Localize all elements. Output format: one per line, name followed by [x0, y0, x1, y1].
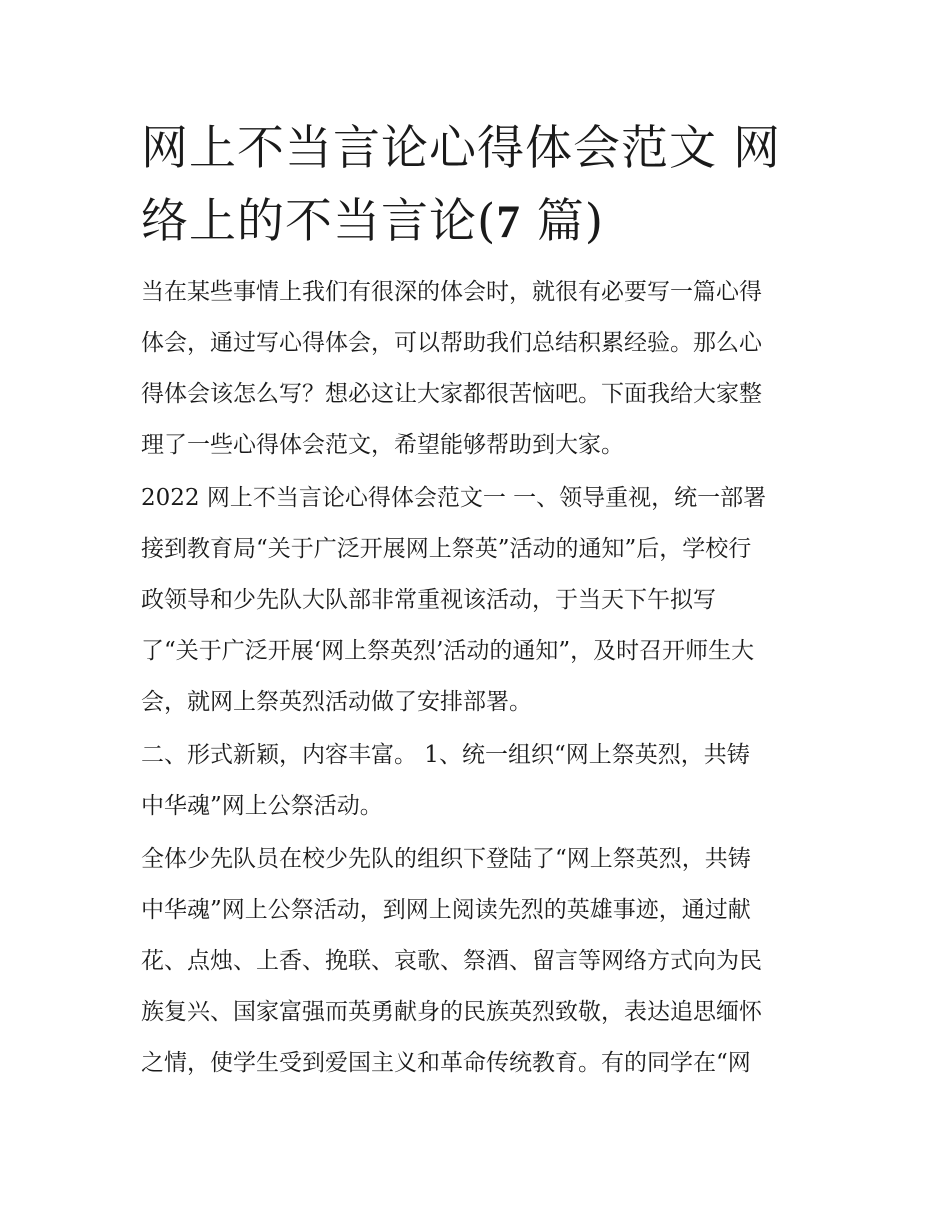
title-article-count: 7: [496, 196, 521, 248]
paragraph-line: 二、形式新颖，内容丰富。 1、统一组织“网上祭英烈，共铸: [141, 742, 750, 768]
paragraph-activity: [141, 834, 821, 1089]
paragraph-line: 接到教育局“关于广泛开展网上祭英”活动的通知”后，学校行: [141, 536, 752, 562]
document-title: [141, 112, 821, 259]
paragraph-line: 全体少先队员在校少先队的组织下登陆了“网上祭英烈，共铸: [141, 846, 751, 872]
paragraph-section-two: [141, 730, 821, 832]
title-line-1: 网上不当言论心得体会范文 网: [141, 121, 781, 176]
title-line-2-suffix: 篇): [520, 194, 605, 249]
paragraph-line: 得体会该怎么写？想必这让大家都很苦恼吧。下面我给大家整: [141, 381, 762, 407]
paragraph-line: 政领导和少先队大队部非常重视该活动，于当天下午拟写: [141, 587, 716, 613]
paragraph-line: 会，就网上祭英烈活动做了安排部署。: [141, 689, 532, 715]
document-page: [141, 112, 821, 1091]
paragraph-line: 体会，通过写心得体会，可以帮助我们总结积累经验。那么心: [141, 330, 762, 356]
paragraph-line: 当在某些事情上我们有很深的体会时，就很有必要写一篇心得: [141, 279, 762, 305]
paragraph-line: 花、点烛、上香、挽联、哀歌、祭酒、留言等网络方式向为民: [141, 948, 762, 974]
title-line-2: [141, 185, 821, 259]
paragraph-section-one: [141, 473, 821, 728]
paragraph-line: 之情，使学生受到爱国主义和革命传统教育。有的同学在“网: [141, 1050, 751, 1076]
paragraph-line: 2022 网上不当言论心得体会范文一 一、领导重视，统一部署: [141, 485, 767, 511]
paragraph-intro: [141, 267, 821, 471]
title-line-2-text: 络上的不当言论(: [141, 194, 497, 249]
paragraph-line: 中华魂”网上公祭活动。: [141, 793, 383, 819]
paragraph-line: 中华魂”网上公祭活动，到网上阅读先烈的英雄事迹，通过献: [141, 897, 751, 923]
paragraph-line: 族复兴、国家富强而英勇献身的民族英烈致敬，表达追思缅怀: [141, 999, 762, 1025]
paragraph-line: 了“关于广泛开展‘网上祭英烈’活动的通知”，及时召开师生大: [141, 638, 755, 664]
paragraph-line: 理了一些心得体会范文，希望能够帮助到大家。: [141, 432, 624, 458]
